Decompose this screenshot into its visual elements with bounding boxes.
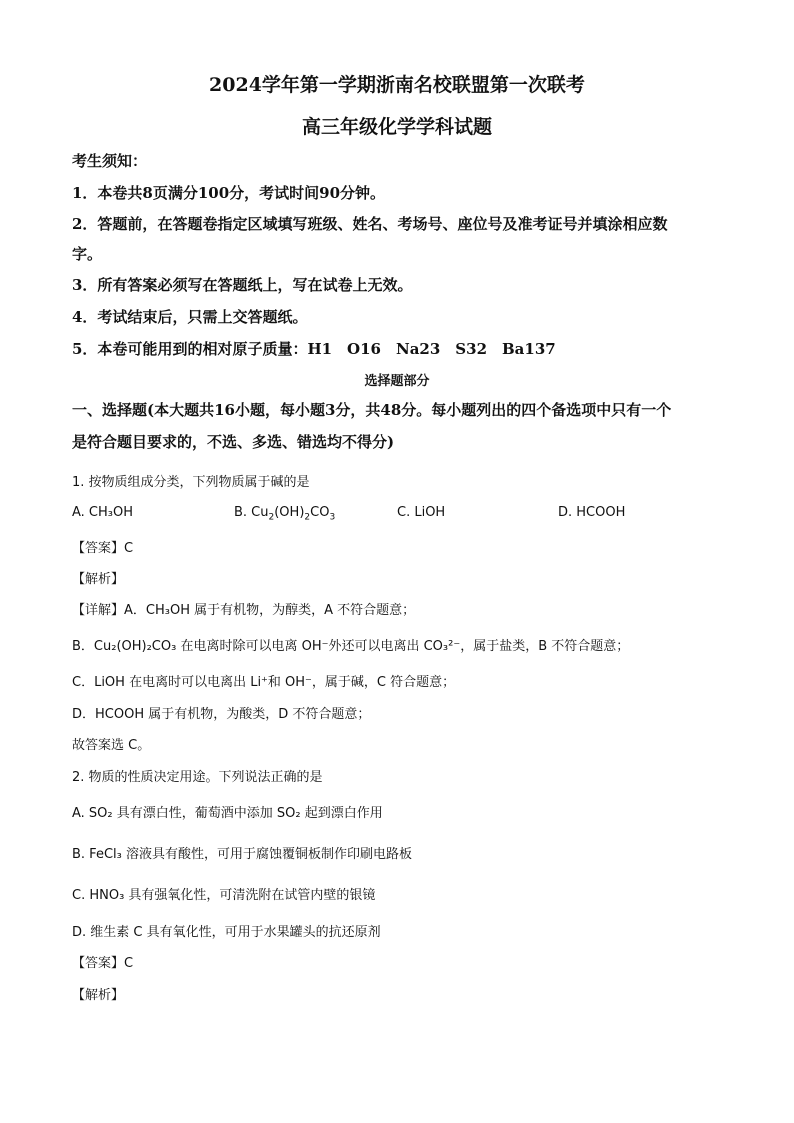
notice-heading: 考生须知： — [72, 152, 148, 170]
q1-answer: 【答案】C — [72, 541, 134, 556]
q2-option-b: B. FeCl₃ 溶液具有酸性，可用于腐蚀覆铜板制作印刷电路板 — [72, 847, 412, 862]
q2-option-a: A. SO₂ 具有漂白性，葡萄酒中添加 SO₂ 起到漂白作用 — [72, 806, 383, 821]
section-intro-line2: 是符合题目要求的，不选、多选、错选均不得分) — [72, 433, 395, 451]
q2-stem: 2. 物质的性质决定用途。下列说法正确的是 — [72, 770, 323, 785]
exam-subtitle: 高三年级化学学科试题 — [301, 116, 492, 138]
notice-item-2-cont: 字。 — [72, 245, 103, 263]
q2-answer: 【答案】C — [72, 956, 134, 971]
q1-option-a: A. CH₃OH — [72, 505, 134, 520]
section-title: 选择题部分 — [364, 374, 430, 389]
q1-detail-c: C．LiOH 在电离时可以电离出 Li⁺和 OH⁻，属于碱，C 符合题意； — [72, 675, 456, 690]
q1-option-c: C. LiOH — [397, 505, 446, 520]
exam-title: 2024学年第一学期浙南名校联盟第一次联考 — [209, 74, 585, 96]
notice-item-3: 3．所有答案必须写在答题纸上，写在试卷上无效。 — [72, 276, 413, 294]
q2-option-d: D. 维生素 C 具有氧化性，可用于水果罐头的抗还原剂 — [72, 925, 381, 940]
notice-item-2: 2．答题前，在答题卷指定区域填写班级、姓名、考场号、座位号及准考证号并填涂相应数 — [72, 215, 668, 233]
section-intro-line1: 一、选择题(本大题共16小题，每小题3分，共48分。每小题列出的四个备选项中只有一个 — [72, 401, 672, 419]
notice-item-5: 5．本卷可能用到的相对原子质量：H1 O16 Na23 S32 Ba137 — [72, 340, 556, 358]
q2-option-c: C. HNO₃ 具有强氧化性，可清洗附在试管内壁的银镜 — [72, 888, 376, 903]
notice-item-1: 1．本卷共8页满分100分，考试时间90分钟。 — [72, 184, 386, 202]
notice-item-4: 4．考试结束后，只需上交答题纸。 — [72, 308, 308, 326]
q1-detail-d: D．HCOOH 属于有机物，为酸类，D 不符合题意； — [72, 707, 371, 722]
q1-option-b: B. $Cu_2(OH)_2CO_3$ — [234, 505, 336, 523]
q1-stem: 1. 按物质组成分类，下列物质属于碱的是 — [72, 475, 310, 490]
q1-analysis-label: 【解析】 — [72, 572, 125, 587]
q2-analysis-label: 【解析】 — [72, 988, 125, 1003]
q1-conclusion: 故答案选 C。 — [72, 738, 151, 753]
q1-detail-a: 【详解】A．CH₃OH 属于有机物，为醇类，A 不符合题意； — [72, 603, 416, 618]
q1-option-d: D. HCOOH — [558, 505, 626, 520]
q1-detail-b: B．Cu₂(OH)₂CO₃ 在电离时除可以电离 OH⁻外还可以电离出 CO₃²⁻，属于盐类，B 不符合题意； — [72, 639, 630, 654]
